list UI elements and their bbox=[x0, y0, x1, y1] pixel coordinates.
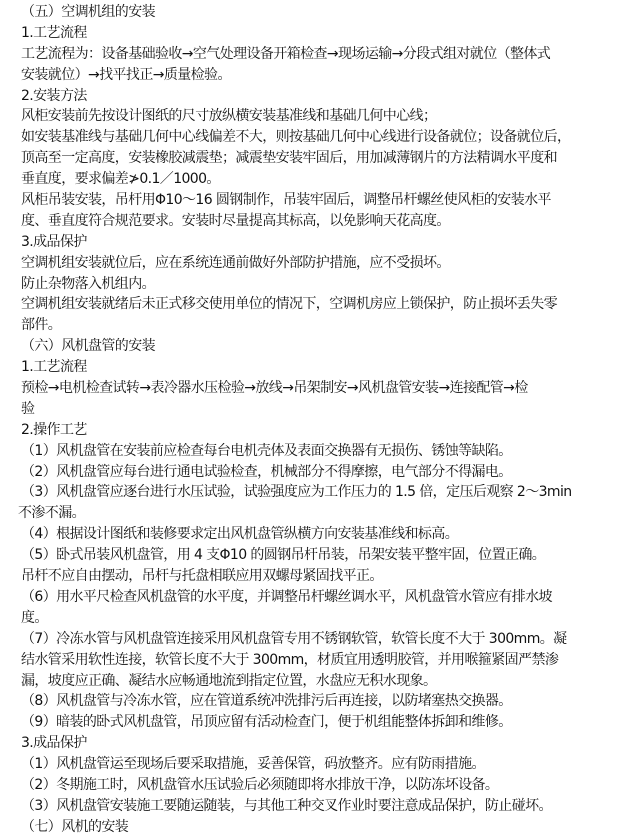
list-item-line: （9）暗装的卧式风机盘管，吊顶应留有活动检查门，便于机组能整体拆卸和维修。 bbox=[21, 714, 512, 731]
paragraph-line: 如安装基准线与基础几何中心线偏差不大，则按基础几何中心线进行设备就位；设备就位后， bbox=[21, 129, 571, 146]
section-title-5: （五）空调机组的安装 bbox=[21, 4, 155, 20]
paragraph-line: 风柜安装前先按设计图纸的尺寸放纵横安装基准线和基础几何中心线； bbox=[21, 108, 437, 125]
list-item-line: （3）风机盘管应逐台进行水压试验，试验强度应为工作压力的 1.5 倍，定压后观察 2～3min bbox=[21, 484, 572, 501]
paragraph-line: 垂直度，要求偏差≯0.1／1000。 bbox=[21, 171, 220, 188]
paragraph-line: 空调机组安装就位后，应在系统连通前做好外部防护措施，应不受损坏。 bbox=[21, 254, 450, 271]
list-item-line: 漏，坡度应正确、凝结水应畅通地流到指定位置，水盘应无积水现象。 bbox=[21, 672, 437, 689]
subsection-heading: 1.工艺流程 bbox=[21, 24, 87, 41]
list-item-line: （1）风机盘管运至现场后要采取措施，妥善保管，码放整齐。应有防雨措施。 bbox=[21, 756, 485, 773]
section-title-7: （七）风机的安装 bbox=[21, 818, 129, 835]
paragraph-line: 风柜吊装安装，吊杆用Φ10～16 圆钢制作，吊装牢固后，调整吊杆螺丝使风柜的安装水平 bbox=[21, 192, 551, 209]
list-item-line: 结水管采用软性连接，软管长度不大于 300mm，材质宜用透明胶管，并用喉箍紧固严禁渗 bbox=[21, 651, 559, 668]
list-item-line: 吊杆不应自由摆动，吊杆与托盘相联应用双螺母紧固找平正。 bbox=[21, 568, 383, 585]
paragraph-line: 防止杂物落入机组内。 bbox=[21, 275, 155, 292]
paragraph-line: 部件。 bbox=[21, 317, 62, 334]
paragraph-line: 安装就位）→找平找正→质量检验。 bbox=[21, 66, 231, 83]
paragraph-line: 验 bbox=[21, 400, 35, 417]
list-item-line: （8）风机盘管与冷冻水管，应在管道系统冲洗排污后再连接，以防堵塞热交换器。 bbox=[21, 693, 512, 710]
list-item-line: （4）根据设计图纸和装修要求定出风机盘管纵横方向安装基准线和标高。 bbox=[21, 526, 459, 543]
paragraph-line: 空调机组安装就绪后未正式移交使用单位的情况下，空调机房应上锁保护，防止损坏丢失零 bbox=[21, 296, 557, 313]
paragraph-line: 预检→电机检查试转→表冷器水压检验→放线→吊架制安→风机盘管安装→连接配管→检 bbox=[21, 380, 528, 397]
list-item-line: 不渗不漏。 bbox=[18, 505, 85, 522]
list-item-line: （7）冷冻水管与风机盘管连接采用风机盘管专用不锈钢软管，软管长度不大于 300mm。凝 bbox=[21, 630, 567, 647]
paragraph-line: 顶高至一定高度，安装橡胶减震垫；减震垫安装牢固后，用加减薄钢片的方法精调水平度和 bbox=[21, 150, 557, 167]
document-body bbox=[18, 2, 621, 838]
subsection-heading: 2.安装方法 bbox=[21, 87, 87, 104]
paragraph-line: 工艺流程为：设备基础验收→空气处理设备开箱检查→现场运输→分段式组对就位（整体式 bbox=[21, 45, 551, 62]
paragraph-line: 度、垂直度符合规范要求。安装时尽量提高其标高，以免影响天花高度。 bbox=[21, 212, 450, 229]
list-item-line: （6）用水平尺检查风机盘管的水平度，并调整吊杆螺丝调水平，风机盘管水管应有排水坡 bbox=[21, 588, 552, 605]
list-item-line: （2）风机盘管应每台进行通电试验检查，机械部分不得摩擦，电气部分不得漏电。 bbox=[21, 463, 512, 480]
list-item-line: （5）卧式吊装风机盘管，用 4 支Φ10 的圆钢吊杆吊装，吊架安装平整牢固，位置正确。 bbox=[21, 547, 546, 564]
list-item-line: （2）冬期施工时，风机盘管水压试验后必须随即将水排放干净，以防冻坏设备。 bbox=[21, 776, 499, 793]
section-title-6: （六）风机盘管的安装 bbox=[21, 338, 155, 355]
list-item-line: （3）风机盘管安装施工要随运随装，与其他工种交叉作业时要注意成品保护，防止碰坏。 bbox=[21, 797, 552, 814]
subsection-heading: 3.成品保护 bbox=[21, 233, 87, 250]
subsection-heading: 3.成品保护 bbox=[21, 735, 87, 752]
subsection-heading: 2.操作工艺 bbox=[21, 421, 87, 438]
list-item-line: 度。 bbox=[21, 609, 48, 626]
list-item-line: （1）风机盘管在安装前应检查每台电机壳体及表面交换器有无损伤、锈蚀等缺陷。 bbox=[21, 442, 512, 459]
subsection-heading: 1.工艺流程 bbox=[21, 359, 87, 376]
